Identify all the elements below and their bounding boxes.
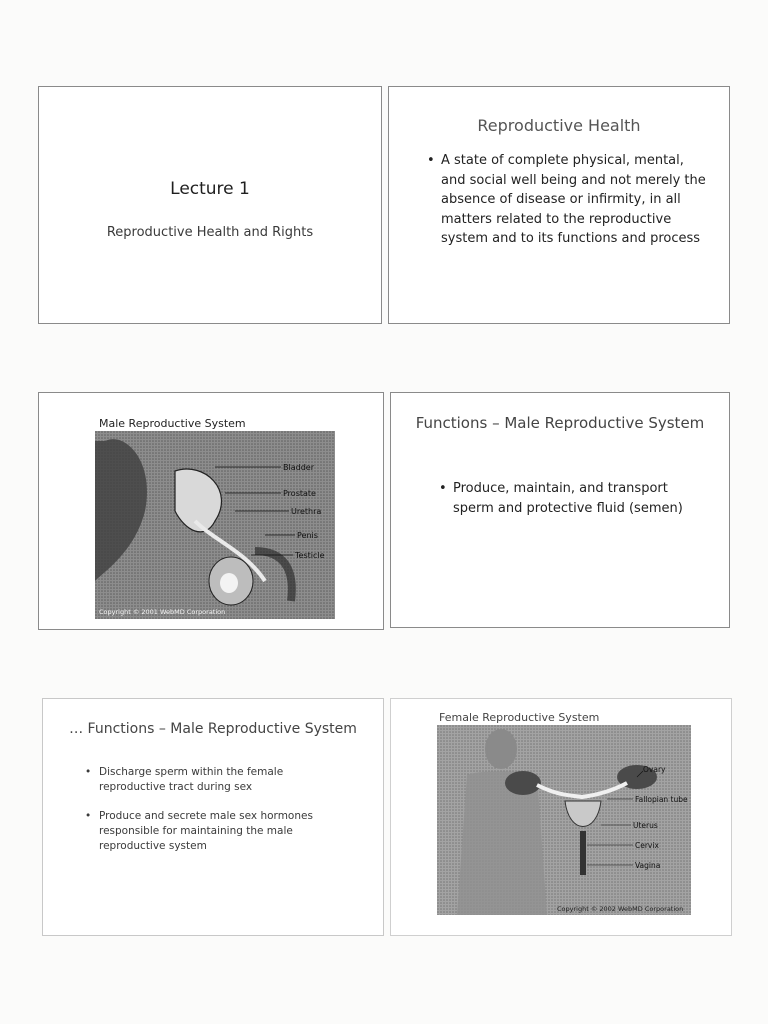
bullet-item: • Produce and secrete male sex hormones responsible for maintaining the male reproductive system <box>85 809 353 854</box>
slide-title: … Functions – Male Reproductive System <box>69 721 357 737</box>
bullet-item: • Discharge sperm within the female reproductive tract during sex <box>85 765 353 795</box>
slide-title: Lecture 1 <box>170 179 250 199</box>
label-uterus: Uterus <box>633 821 658 830</box>
label-ovary: Ovary <box>643 765 666 774</box>
figure-caption: Male Reproductive System <box>99 417 246 430</box>
body-silhouette <box>457 771 547 915</box>
label-bladder: Bladder <box>283 463 314 472</box>
slide-title: Reproductive Health <box>477 116 641 135</box>
male-anatomy-figure <box>95 431 335 619</box>
bullet-list <box>439 479 707 518</box>
slide-subtitle: Reproductive Health and Rights <box>106 225 314 240</box>
copyright-text: Copyright © 2002 WebMD Corporation <box>557 905 684 913</box>
slide-lecture-title <box>38 86 382 324</box>
label-urethra: Urethra <box>291 507 322 516</box>
slide-female-diagram <box>390 698 732 936</box>
label-cervix: Cervix <box>635 841 659 850</box>
slide-reproductive-health <box>388 86 730 324</box>
label-fallopian-tube: Fallopian tube <box>635 795 688 804</box>
slide-male-functions <box>390 392 730 628</box>
slide-male-functions-continued <box>42 698 384 936</box>
figure-caption: Female Reproductive System <box>439 711 600 724</box>
bullet-item: • A state of complete physical, mental, and social well being and not merely the absence of disease or infirmity, in all matters related to the reproductive system and to its functions and process <box>427 151 707 249</box>
bullet-list <box>85 765 353 854</box>
copyright-text: Copyright © 2001 WebMD Corporation <box>99 608 226 616</box>
female-anatomy-figure <box>437 725 691 915</box>
head-silhouette <box>485 729 517 769</box>
bullet-list <box>427 151 707 249</box>
bullet-item: • Produce, maintain, and transport sperm and protective fluid (semen) <box>439 479 707 518</box>
label-prostate: Prostate <box>283 489 316 498</box>
slide-male-diagram <box>38 392 384 630</box>
testicle-highlight <box>220 573 238 593</box>
slide-title: Functions – Male Reproductive System <box>415 414 705 432</box>
ovary-left <box>505 771 541 795</box>
label-penis: Penis <box>297 531 318 540</box>
label-testicle: Testicle <box>295 551 325 560</box>
label-vagina: Vagina <box>635 861 661 870</box>
